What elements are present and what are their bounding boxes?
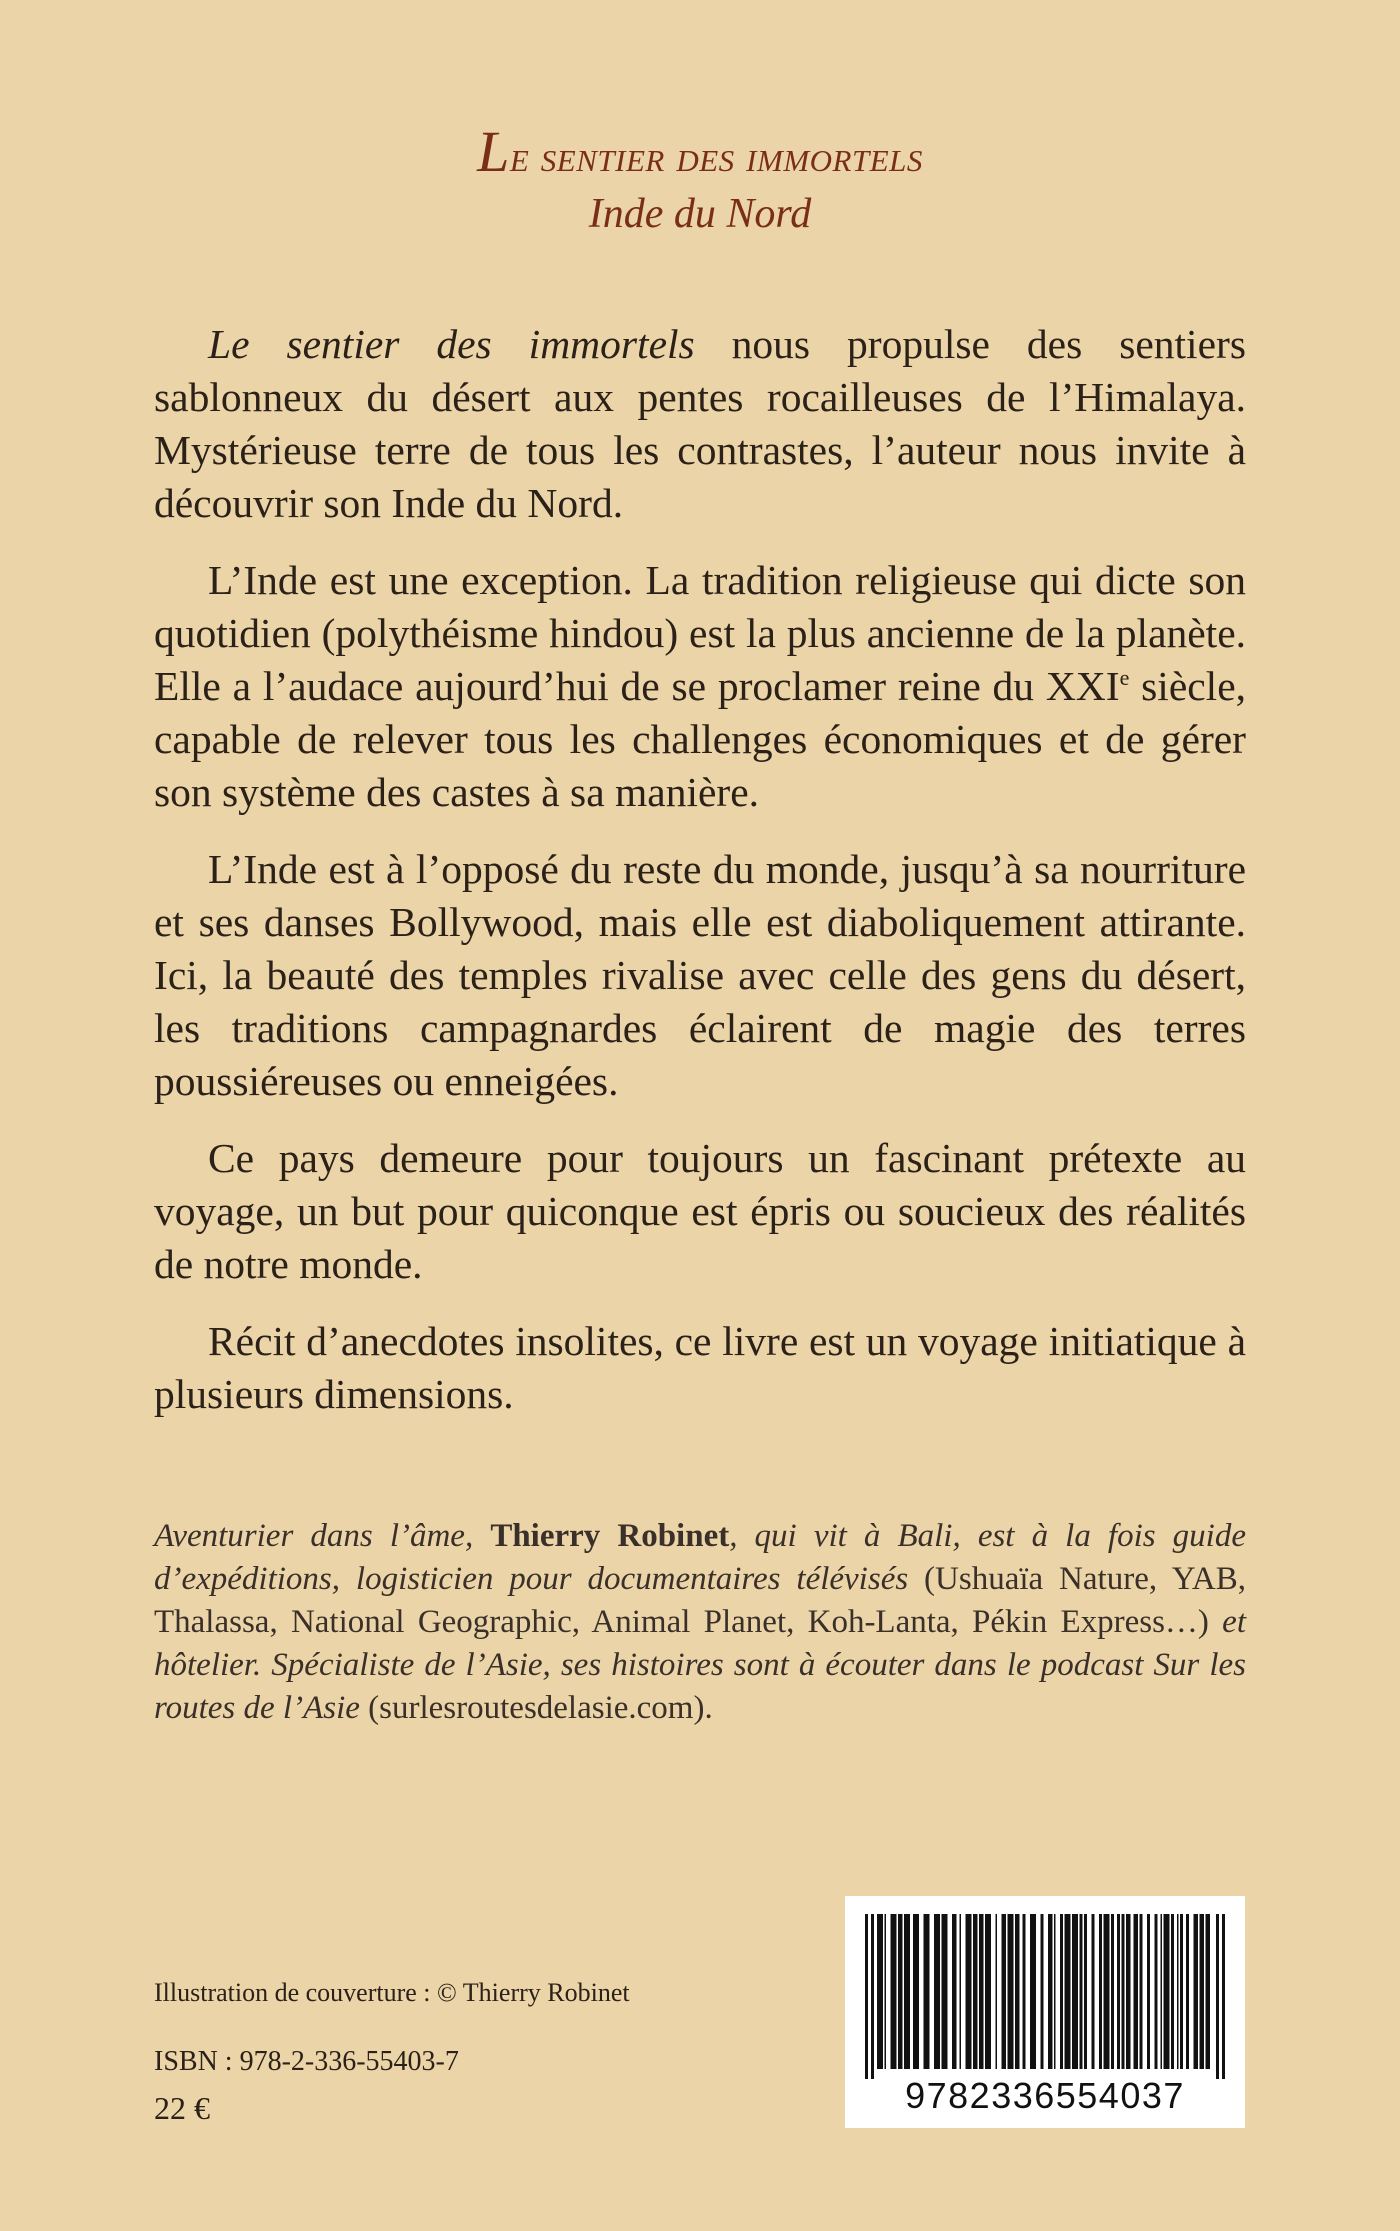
title-initial: L xyxy=(477,119,510,184)
barcode-bar xyxy=(1122,1914,1125,2069)
barcode-bar xyxy=(1072,1914,1078,2069)
barcode-bar xyxy=(1200,1914,1205,2069)
barcode-bar xyxy=(877,1914,883,2069)
barcode-bar xyxy=(1041,1914,1044,2069)
barcode-bar xyxy=(924,1914,930,2069)
blurb-paragraph-2 xyxy=(154,554,1246,819)
blurb-paragraph-4: Ce pays demeure pour toujours un fascinant prétexte au voyage, un but pour quiconque est épris ou soucieux des réalités de notre monde. xyxy=(154,1135,1246,1287)
barcode-bar xyxy=(1111,1914,1114,2069)
barcode-bar xyxy=(1104,1914,1110,2069)
barcode-bar xyxy=(985,1914,991,2069)
barcode-bar xyxy=(1222,1914,1225,2079)
barcode-bar xyxy=(1216,1914,1219,2079)
barcode-digits: 9782336554037 xyxy=(905,2075,1185,2116)
barcode-bar xyxy=(979,1914,984,2069)
blurb-title-italic: Le sentier des immortels xyxy=(208,321,695,367)
barcode-bar xyxy=(960,1914,962,2069)
barcode-bar xyxy=(913,1914,919,2069)
barcode-bar xyxy=(1015,1914,1020,2069)
author-bio xyxy=(154,1515,1246,1730)
blurb-paragraph-3: L’Inde est à l’opposé du reste du monde, jusqu’à sa nourriture et ses danses Bollywood, mais elle est diaboliquement attirante. Ici, la beauté des temples rivalise avec celle des gens du désert, les traditions campagnardes éclairent de magie des terres poussiéreuses ou enneigées. xyxy=(154,846,1246,1104)
barcode-bar xyxy=(1084,1914,1087,2069)
blurb-p2-text-b: siècle, capable de relever tous les challenges économiques et de gérer son système des castes à sa manière. xyxy=(154,663,1246,815)
barcode-bar xyxy=(973,1914,978,2069)
barcode-bar xyxy=(1194,1914,1199,2069)
barcode-bar xyxy=(1060,1914,1063,2069)
barcode-bar xyxy=(1164,1914,1170,2069)
barcode-bar xyxy=(1147,1914,1150,2069)
barcode-bar xyxy=(871,1914,874,2079)
barcode-bar xyxy=(1092,1914,1095,2069)
barcode-bar xyxy=(1134,1914,1139,2069)
barcode-bar xyxy=(1080,1914,1083,2069)
barcode xyxy=(845,1896,1245,2128)
barcode-bar xyxy=(904,1914,910,2069)
bio-shows: (Ushuaïa Nature, YAB, Thalassa, National Geographic, Animal Planet, Koh-Lanta, Pékin Express…) xyxy=(154,1561,1246,1640)
barcode-bar xyxy=(996,1914,998,2069)
barcode-bar xyxy=(898,1914,903,2069)
barcode-bar xyxy=(1155,1914,1158,2069)
barcode-bar xyxy=(1008,1914,1014,2069)
barcode-bar xyxy=(1065,1914,1071,2069)
cover-credit: Illustration de couverture : © Thierry Robinet xyxy=(154,1978,630,2007)
barcode-bar xyxy=(1099,1914,1102,2069)
price: 22 € xyxy=(154,2090,210,2126)
barcode-bar xyxy=(1140,1914,1143,2069)
blurb-paragraph-5: Récit d’anecdotes insolites, ce livre est un voyage initiatique à plusieurs dimensions. xyxy=(154,1318,1246,1417)
barcode-bar xyxy=(1161,1914,1163,2069)
barcode-graphic xyxy=(845,1896,1245,2128)
book-subtitle: Inde du Nord xyxy=(588,191,812,237)
bio-intro: Aventurier dans l’âme, xyxy=(154,1518,491,1554)
barcode-bar xyxy=(1117,1914,1120,2069)
barcode-bar xyxy=(952,1914,957,2069)
barcode-bar xyxy=(1048,1914,1053,2069)
blurb-p1-text: nous propulse des sentiers sablonneux du désert aux pentes rocailleuses de l’Himalaya. Mystérieuse terre de tous les contrastes, l’auteur nous invite à découvrir son Inde du Nord. xyxy=(154,321,1246,526)
bio-website: (surlesroutesdelasie.com). xyxy=(359,1690,713,1726)
isbn: ISBN : 978-2-336-55403-7 xyxy=(154,2046,459,2077)
barcode-bar xyxy=(1186,1914,1189,2069)
barcode-bar xyxy=(1023,1914,1026,2069)
blurb-p2-text-a: L’Inde est une exception. La tradition religieuse qui dicte son quotidien (polythéisme hindou) est la plus ancienne de la planète. Elle a l’audace aujourd’hui de se proclamer reine du XXI xyxy=(154,557,1246,709)
barcode-bar xyxy=(1180,1914,1183,2069)
barcode-bar xyxy=(966,1914,972,2069)
book-title xyxy=(0,118,1400,185)
barcode-bar xyxy=(1171,1914,1174,2069)
barcode-bar xyxy=(1054,1914,1056,2069)
barcode-bar xyxy=(1206,1914,1211,2069)
barcode-bar xyxy=(942,1914,948,2069)
bio-mid: , qui vit à Bali, est à la fois guide d’expéditions, logisticien pour documentaires télévisés xyxy=(154,1518,1246,1597)
blurb-paragraph-1 xyxy=(154,318,1246,530)
blurb xyxy=(154,318,1246,1445)
barcode-bar xyxy=(865,1914,868,2079)
barcode-bar xyxy=(1126,1914,1131,2069)
barcode-bar xyxy=(1030,1914,1036,2069)
barcode-bar xyxy=(891,1914,897,2069)
barcode-bars xyxy=(865,1914,1225,2079)
title-rest: e sentier des immortels xyxy=(509,132,923,181)
barcode-bar xyxy=(1177,1914,1179,2069)
bio-author-name: Thierry Robinet xyxy=(490,1518,730,1554)
barcode-bar xyxy=(885,1914,887,2069)
barcode-bar xyxy=(934,1914,940,2069)
century-superscript: e xyxy=(1119,665,1130,691)
bio-hotel: et hôtelier. Spécialiste de l’Asie, ses histoires sont à écouter dans le podcast Sur les routes de l’Asie xyxy=(154,1604,1246,1726)
barcode-bar xyxy=(1002,1914,1007,2069)
